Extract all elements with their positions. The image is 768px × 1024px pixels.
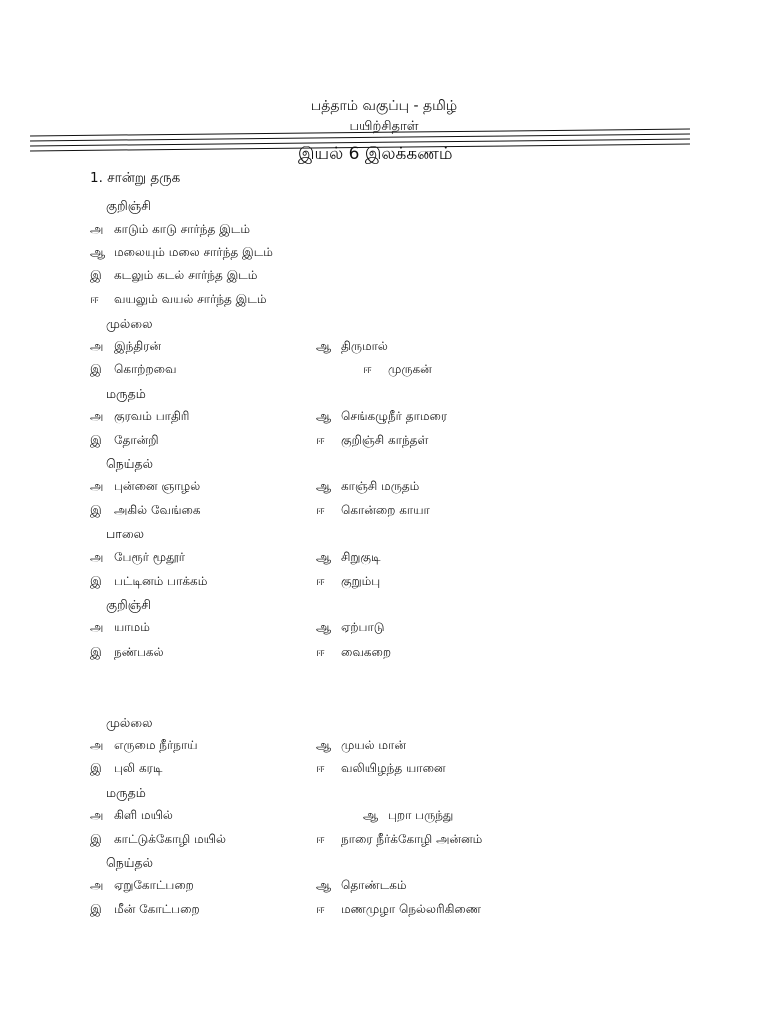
option-text: காட்டுக்கோழி மயில் <box>114 832 226 846</box>
option-text: சிறுகுடி <box>341 550 381 564</box>
option-text: பட்டினம் பாக்கம் <box>114 574 208 588</box>
option-text: ஏறுகோட்பறை <box>114 878 194 892</box>
option-marker: ஈ <box>363 362 372 376</box>
option-text: வயலும் வயல் சார்ந்த இடம் <box>114 292 267 306</box>
option-text: நண்பகல் <box>114 645 164 659</box>
option-marker: ஆ <box>90 245 106 259</box>
option-text: கொன்றை காயா <box>341 503 430 517</box>
option-text: கடலும் கடல் சார்ந்த இடம் <box>114 268 258 282</box>
option-text: எருமை நீர்நாய் <box>114 738 198 752</box>
option-marker: இ <box>90 268 102 282</box>
option-marker: ஈ <box>316 832 325 846</box>
option-text: கொற்றவை <box>114 362 177 376</box>
option-marker: இ <box>90 574 102 588</box>
section-heading: முல்லை <box>106 715 153 730</box>
question-heading: 1. சான்று தருக <box>90 170 181 186</box>
option-text: குறும்பு <box>341 574 381 588</box>
option-marker: ஆ <box>316 339 332 353</box>
option-marker: இ <box>90 832 102 846</box>
option-marker: ஈ <box>90 292 99 306</box>
option-marker: ஈ <box>316 645 325 659</box>
option-text: புலி கரடி <box>114 761 163 775</box>
section-heading: நெய்தல் <box>106 855 153 870</box>
option-text: மணமுழா நெல்லரிகிணை <box>341 902 482 916</box>
option-text: தோன்றி <box>114 433 159 447</box>
section-heading: பாலை <box>106 526 145 541</box>
option-marker: இ <box>90 433 102 447</box>
option-marker: அ <box>90 620 104 634</box>
option-marker: ஈ <box>316 574 325 588</box>
option-text: மலையும் மலை சார்ந்த இடம் <box>114 245 273 259</box>
option-text: வைகறை <box>341 645 392 659</box>
section-heading: மருதம் <box>106 785 146 800</box>
option-marker: அ <box>90 808 104 822</box>
option-marker: அ <box>90 409 104 423</box>
option-text: கிளி மயில் <box>114 808 173 822</box>
option-marker: ஆ <box>363 808 379 822</box>
option-marker: ஆ <box>316 409 332 423</box>
option-marker: இ <box>90 902 102 916</box>
option-marker: ஆ <box>316 620 332 634</box>
option-marker: ஆ <box>316 878 332 892</box>
option-marker: அ <box>90 550 104 564</box>
option-text: ஏற்பாடு <box>341 620 385 634</box>
option-marker: இ <box>90 645 102 659</box>
option-marker: ஈ <box>316 902 325 916</box>
option-marker: அ <box>90 878 104 892</box>
option-marker: அ <box>90 222 104 236</box>
worksheet-subject: பத்தாம் வகுப்பு - தமிழ் <box>310 98 458 114</box>
option-marker: ஆ <box>316 550 332 564</box>
option-text: அகில் வேங்கை <box>114 503 201 517</box>
option-text: முயல் மான் <box>341 738 406 752</box>
option-marker: இ <box>90 503 102 517</box>
option-text: குரவம் பாதிரி <box>114 409 190 423</box>
option-text: காடும் காடு சார்ந்த இடம் <box>114 222 250 236</box>
option-marker: அ <box>90 339 104 353</box>
option-text: நாரை நீர்க்கோழி அன்னம் <box>341 832 483 846</box>
option-marker: ஆ <box>316 738 332 752</box>
option-marker: ஆ <box>316 479 332 493</box>
option-marker: இ <box>90 761 102 775</box>
option-text: காஞ்சி மருதம் <box>341 479 420 493</box>
option-text: தொண்டகம் <box>341 878 407 892</box>
option-text: குறிஞ்சி காந்தள் <box>341 433 429 447</box>
option-marker: இ <box>90 362 102 376</box>
option-text: புறா பருந்து <box>388 808 454 822</box>
section-heading: முல்லை <box>106 316 153 331</box>
section-heading: குறிஞ்சி <box>106 597 152 612</box>
worksheet-title: இயல் 6 இலக்கணம் <box>298 144 453 164</box>
option-marker: அ <box>90 738 104 752</box>
option-text: பேரூர் மூதூர் <box>114 550 185 564</box>
option-text: செங்கழுநீர் தாமரை <box>341 409 448 423</box>
option-text: புன்னை ஞாழல் <box>114 479 201 493</box>
option-text: திருமால் <box>341 339 388 353</box>
option-text: வலியிழந்த யானை <box>341 761 446 775</box>
worksheet-type: பயிற்சிதாள் <box>349 119 419 134</box>
section-heading: குறிஞ்சி <box>106 198 152 213</box>
option-marker: ஈ <box>316 503 325 517</box>
option-text: முருகன் <box>388 362 432 376</box>
option-text: மீன் கோட்பறை <box>114 902 200 916</box>
section-heading: மருதம் <box>106 386 146 401</box>
option-marker: அ <box>90 479 104 493</box>
section-heading: நெய்தல் <box>106 456 153 471</box>
option-marker: ஈ <box>316 433 325 447</box>
option-text: யாமம் <box>114 620 150 634</box>
option-marker: ஈ <box>316 761 325 775</box>
option-text: இந்திரன் <box>114 339 162 353</box>
